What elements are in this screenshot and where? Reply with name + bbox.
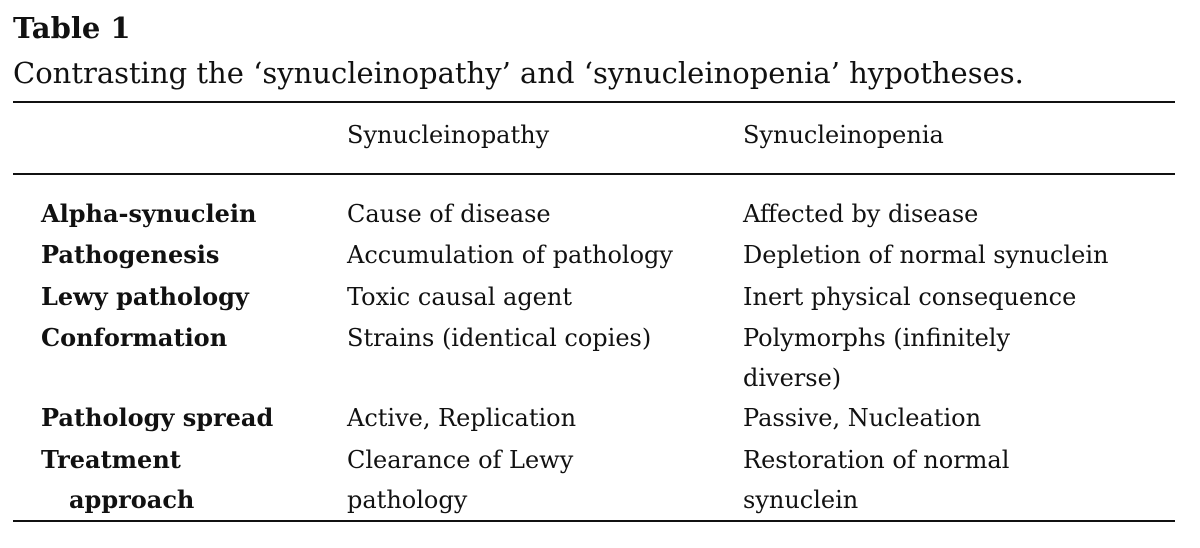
synucleinopenia-cell [743,194,1163,234]
cell-line: Polymorphs (infinitely [743,324,1011,352]
table-top-rule [13,101,1175,103]
synucleinopenia-cell [743,318,1163,398]
row-label-line: Pathogenesis [41,240,220,269]
table-caption: Contrasting the ‘synucleinopathy’ and ‘synucleinopenia’ hypotheses. [13,56,1024,90]
cell-line: Strains (identical copies) [347,324,652,352]
row-label [41,194,331,234]
row-label [41,277,331,317]
cell-line: Accumulation of pathology [347,241,673,269]
cell-line: Cause of disease [347,200,551,228]
table-header-rule [13,173,1175,175]
synucleinopathy-cell [347,194,727,234]
cell-line: Toxic causal agent [347,283,572,311]
synucleinopathy-cell [347,277,727,317]
synucleinopathy-cell [347,318,727,358]
row-label [41,398,331,438]
cell-line: Inert physical consequence [743,283,1077,311]
synucleinopathy-cell [347,398,727,438]
row-label-line: Pathology spread [41,403,274,432]
cell-line: Depletion of normal synuclein [743,241,1109,269]
row-label-line: Treatment [41,445,181,474]
synucleinopenia-cell [743,440,1163,520]
row-label-line: Lewy pathology [41,282,249,311]
synucleinopathy-cell [347,235,727,275]
row-label [41,235,331,275]
column-header-synucleinopathy: Synucleinopathy [347,121,550,149]
synucleinopathy-cell [347,440,727,520]
row-label-line: Conformation [41,323,228,352]
synucleinopenia-cell [743,398,1163,438]
cell-line: pathology [347,486,468,514]
cell-line: Affected by disease [743,200,979,228]
synucleinopenia-cell [743,235,1163,275]
row-label-line: approach [69,485,195,514]
row-label [41,318,331,358]
cell-line: synuclein [743,486,859,514]
table-bottom-rule [13,520,1175,522]
cell-line: Active, Replication [347,404,577,432]
cell-line: diverse) [743,364,842,392]
table-title: Table 1 [13,11,131,45]
cell-line: Restoration of normal [743,446,1010,474]
row-label-line: Alpha-synuclein [41,199,257,228]
synucleinopenia-cell [743,277,1163,317]
row-label [41,440,331,520]
cell-line: Clearance of Lewy [347,446,574,474]
column-header-synucleinopenia: Synucleinopenia [743,121,944,149]
cell-line: Passive, Nucleation [743,404,982,432]
